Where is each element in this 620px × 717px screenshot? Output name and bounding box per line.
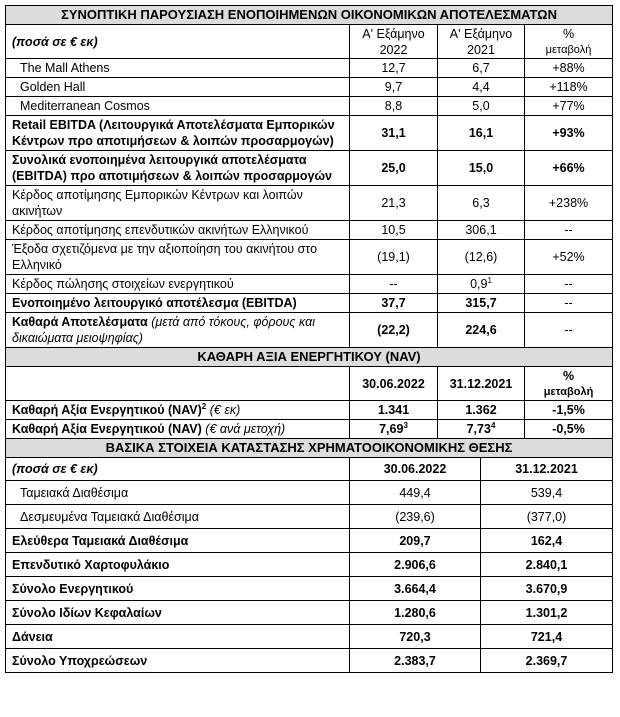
cell-2022: 10,5 — [350, 221, 438, 240]
cell-2021: 5,0 — [438, 97, 525, 116]
cell-2022: -- — [350, 275, 438, 294]
row-label: Mediterranean Cosmos — [6, 97, 350, 116]
cell-2021: 15,0 — [438, 151, 525, 186]
table-row — [6, 505, 613, 529]
col-date-1: 30.06.2022 — [350, 458, 481, 481]
balance-header-row — [6, 458, 613, 481]
financial-summary — [5, 5, 612, 673]
row-label-l2: (EBITDA) προ αποτιμήσεων & λοιπών προσαρμογών — [12, 169, 333, 183]
cell-change: +77% — [525, 97, 613, 116]
cell-date-1: 1.341 — [350, 401, 438, 420]
table-row — [6, 97, 613, 116]
col-change-l2: μεταβολή — [543, 385, 594, 398]
table-row — [6, 221, 613, 240]
cell-date-2: 3.670,9 — [481, 577, 613, 601]
cell-2022: (19,1) — [350, 240, 438, 275]
table-row — [6, 420, 613, 439]
cell-date-2: 2.840,1 — [481, 553, 613, 577]
table-row — [6, 529, 613, 553]
footnote-marker: 3 — [403, 420, 408, 430]
table-row — [6, 186, 613, 221]
row-unit: (€ ανά μετοχή) — [205, 422, 286, 436]
cell-date-1: 449,4 — [350, 481, 481, 505]
table-row — [6, 116, 613, 151]
cell-date-2 — [438, 420, 525, 439]
row-label: Ταμειακά Διαθέσιμα — [6, 481, 350, 505]
row-label-l1: Retail EBITDA (Λειτουργικά Αποτελέσματα Εμπορικών — [12, 118, 335, 132]
row-label-l2: Ελληνικό — [12, 258, 62, 272]
table-row — [6, 151, 613, 186]
cell-2022: 12,7 — [350, 59, 438, 78]
row-label: Κέρδος αποτίμησης επενδυτικών ακινήτων Ελληνικού — [6, 221, 350, 240]
col-h1-2022-l2: 2022 — [379, 42, 408, 57]
row-label — [6, 240, 350, 275]
cell-date-2: (377,0) — [481, 505, 613, 529]
cell-change: -- — [525, 294, 613, 313]
col-change-l1: % — [562, 368, 575, 383]
row-label — [6, 420, 350, 439]
row-label — [6, 313, 350, 348]
table-row — [6, 240, 613, 275]
nav-title: ΚΑΘΑΡΗ ΑΞΙΑ ΕΝΕΡΓΗΤΙΚΟΥ (NAV) — [6, 348, 613, 367]
cell-2021 — [438, 275, 525, 294]
cell-date-1: 2.383,7 — [350, 649, 481, 673]
cell-date-1: (239,6) — [350, 505, 481, 529]
cell-2022: 21,3 — [350, 186, 438, 221]
row-label-l2: Κέντρων προ αποτιμήσεων & λοιπών προσαρμογών) — [12, 134, 334, 148]
balance-title: ΒΑΣΙΚΑ ΣΤΟΙΧΕΙΑ ΚΑΤΑΣΤΑΣΗΣ ΧΡΗΜΑΤΟΟΙΚΟΝΟΜΙΚΗΣ ΘΕΣΗΣ — [6, 439, 613, 458]
col-h1-2021-l1: Α' Εξάμηνο — [449, 26, 513, 41]
row-label: Ελεύθερα Ταμειακά Διαθέσιμα — [6, 529, 350, 553]
cell-date-1 — [350, 420, 438, 439]
table-row — [6, 59, 613, 78]
results-table — [5, 5, 613, 348]
row-label-l2: ακινήτων — [12, 204, 63, 218]
unit-label: (ποσά σε € εκ) — [6, 25, 350, 59]
cell-change: +118% — [525, 78, 613, 97]
row-label: Golden Hall — [6, 78, 350, 97]
row-label-bold: Καθαρά Αποτελέσματα — [12, 315, 148, 329]
cell-date-1: 209,7 — [350, 529, 481, 553]
nav-header-row — [6, 367, 613, 401]
row-label — [6, 151, 350, 186]
col-date-1: 30.06.2022 — [350, 367, 438, 401]
row-label — [6, 116, 350, 151]
results-title: ΣΥΝΟΠΤΙΚΗ ΠΑΡΟΥΣΙΑΣΗ ΕΝΟΠΟΙΗΜΕΝΩΝ ΟΙΚΟΝΟΜΙΚΩΝ ΑΠΟΤΕΛΕΣΜΑΤΩΝ — [6, 6, 613, 25]
row-label: Κέρδος πώλησης στοιχείων ενεργητικού — [6, 275, 350, 294]
row-label — [6, 401, 350, 420]
table-row — [6, 275, 613, 294]
cell-value: 7,73 — [466, 422, 491, 436]
cell-value: 0,9 — [470, 277, 488, 291]
row-label: Δεσμευμένα Ταμειακά Διαθέσιμα — [6, 505, 350, 529]
col-date-2: 31.12.2021 — [481, 458, 613, 481]
cell-change: -0,5% — [525, 420, 613, 439]
cell-2021: 4,4 — [438, 78, 525, 97]
table-row — [6, 625, 613, 649]
row-label: Επενδυτικό Χαρτοφυλάκιο — [6, 553, 350, 577]
row-label-text: Καθαρή Αξία Ενεργητικού (NAV) — [12, 422, 202, 436]
row-label-l1: Συνολικά ενοποιημένα λειτουργικά αποτελέσματα — [12, 153, 307, 167]
row-label-text: Καθαρή Αξία Ενεργητικού (NAV) — [12, 403, 202, 417]
footnote-marker: 2 — [201, 401, 207, 411]
cell-date-1: 3.664,4 — [350, 577, 481, 601]
cell-2022: 25,0 — [350, 151, 438, 186]
footnote-marker: 1 — [487, 275, 492, 285]
cell-date-1: 720,3 — [350, 625, 481, 649]
table-row — [6, 577, 613, 601]
row-label-note: (μετά από τόκους, φόρους και — [151, 315, 315, 329]
cell-change: +88% — [525, 59, 613, 78]
cell-date-2: 162,4 — [481, 529, 613, 553]
table-row — [6, 649, 613, 673]
cell-date-2: 721,4 — [481, 625, 613, 649]
cell-change: +93% — [525, 116, 613, 151]
row-label: Σύνολο Ιδίων Κεφαλαίων — [6, 601, 350, 625]
row-label: The Mall Athens — [6, 59, 350, 78]
cell-change: +238% — [525, 186, 613, 221]
cell-2021: (12,6) — [438, 240, 525, 275]
footnote-marker: 4 — [490, 420, 496, 430]
cell-date-2: 2.369,7 — [481, 649, 613, 673]
cell-change: -- — [525, 275, 613, 294]
col-date-2: 31.12.2021 — [438, 367, 525, 401]
row-label: Ενοποιημένο λειτουργικό αποτέλεσμα (EBITDA) — [6, 294, 350, 313]
cell-2021: 16,1 — [438, 116, 525, 151]
cell-2021: 224,6 — [438, 313, 525, 348]
table-row — [6, 313, 613, 348]
cell-change: -1,5% — [525, 401, 613, 420]
col-h1-2021-l2: 2021 — [467, 42, 495, 57]
row-label-note-l2: δικαιώματα μειοψηφίας) — [12, 331, 143, 345]
cell-change: +66% — [525, 151, 613, 186]
cell-2021: 315,7 — [438, 294, 525, 313]
row-label: Δάνεια — [6, 625, 350, 649]
results-header-row — [6, 25, 613, 59]
cell-change: +52% — [525, 240, 613, 275]
row-unit: (€ εκ) — [209, 403, 241, 417]
table-row — [6, 78, 613, 97]
row-label-l1: Κέρδος αποτίμησης Εμπορικών Κέντρων και λοιπών — [12, 188, 303, 202]
table-row — [6, 553, 613, 577]
nav-header-empty — [6, 367, 350, 401]
unit-label: (ποσά σε € εκ) — [6, 458, 350, 481]
cell-change: -- — [525, 221, 613, 240]
cell-2022: 37,7 — [350, 294, 438, 313]
cell-2022: 9,7 — [350, 78, 438, 97]
row-label: Σύνολο Ενεργητικού — [6, 577, 350, 601]
row-label — [6, 186, 350, 221]
nav-table — [5, 347, 613, 439]
col-h1-2022 — [350, 25, 438, 59]
cell-2022: 8,8 — [350, 97, 438, 116]
table-row — [6, 294, 613, 313]
col-change-l1: % — [562, 26, 575, 41]
cell-2021: 6,7 — [438, 59, 525, 78]
col-change — [525, 25, 613, 59]
cell-date-2: 539,4 — [481, 481, 613, 505]
cell-2022: 31,1 — [350, 116, 438, 151]
cell-2022: (22,2) — [350, 313, 438, 348]
table-row — [6, 481, 613, 505]
cell-2021: 6,3 — [438, 186, 525, 221]
row-label-l1: Έξοδα σχετιζόμενα με την αξιοποίηση του ακινήτου στο — [12, 242, 318, 256]
col-h1-2022-l1: Α' Εξάμηνο — [362, 26, 425, 41]
cell-date-2: 1.301,2 — [481, 601, 613, 625]
col-change — [525, 367, 613, 401]
col-h1-2021 — [438, 25, 525, 59]
cell-value: 7,69 — [379, 422, 404, 436]
row-label: Σύνολο Υποχρεώσεων — [6, 649, 350, 673]
table-row — [6, 401, 613, 420]
col-change-l2: μεταβολή — [545, 43, 592, 56]
balance-table — [5, 438, 613, 673]
table-row — [6, 601, 613, 625]
cell-date-1: 1.280,6 — [350, 601, 481, 625]
cell-change: -- — [525, 313, 613, 348]
cell-2021: 306,1 — [438, 221, 525, 240]
cell-date-1: 2.906,6 — [350, 553, 481, 577]
cell-date-2: 1.362 — [438, 401, 525, 420]
